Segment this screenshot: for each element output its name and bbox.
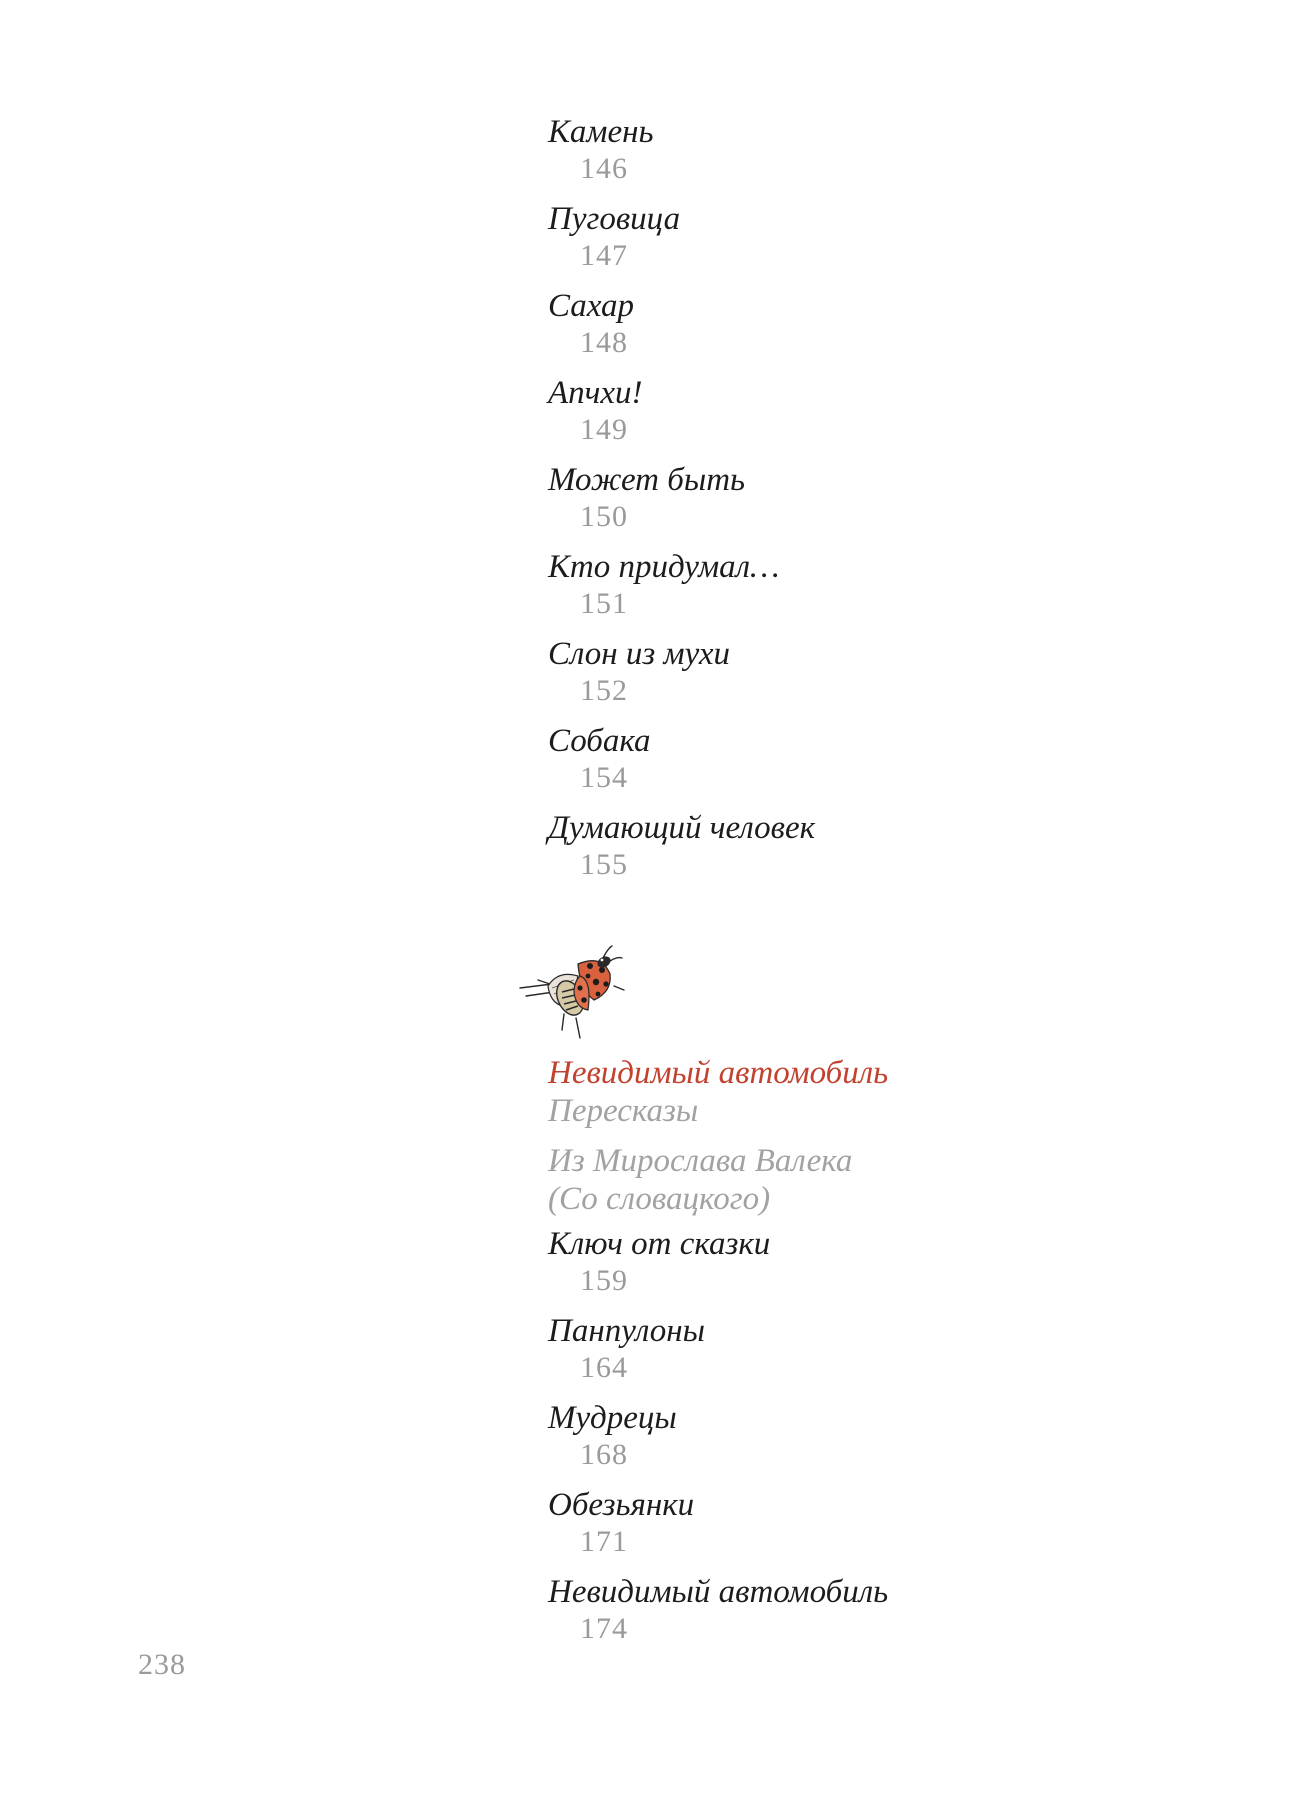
section-source: Из Мирослава Валека: [548, 1143, 853, 1179]
toc-entry-title: Апчхи!: [548, 375, 643, 411]
section-header: [548, 1054, 1148, 1218]
toc-list-bottom: [548, 1224, 1048, 1659]
toc-entry: [548, 112, 1048, 199]
toc-entry: [548, 286, 1048, 373]
toc-entry: [548, 1224, 1048, 1311]
section-subtitle: Пересказы: [548, 1093, 699, 1129]
toc-entry-page: 149: [580, 413, 628, 446]
ladybug-icon: [518, 940, 628, 1040]
page-number: 238: [138, 1648, 186, 1681]
toc-entry-page: 151: [580, 587, 628, 620]
toc-entry-page: 155: [580, 848, 628, 881]
toc-entry-page: 150: [580, 500, 628, 533]
section-title: Невидимый автомобиль: [548, 1055, 889, 1091]
toc-entry: [548, 808, 1048, 895]
toc-entry-title: Думающий человек: [548, 810, 816, 846]
toc-entry-title: Невидимый автомобиль: [548, 1574, 889, 1610]
toc-entry-page: 154: [580, 761, 628, 794]
toc-entry: [548, 1398, 1048, 1485]
toc-entry-page: 168: [580, 1438, 628, 1471]
toc-entry-title: Ключ от сказки: [548, 1226, 771, 1262]
section-source-note: (Со словацкого): [548, 1181, 771, 1217]
toc-entry-title: Сахар: [548, 288, 634, 324]
toc-entry-page: 159: [580, 1264, 628, 1297]
toc-list-top: [548, 112, 1048, 895]
toc-entry: [548, 1485, 1048, 1572]
toc-entry-title: Пуговица: [548, 201, 681, 237]
toc-entry: [548, 634, 1048, 721]
toc-entry-page: 152: [580, 674, 628, 707]
toc-entry-title: Может быть: [548, 462, 746, 498]
toc-entry: [548, 1572, 1048, 1659]
toc-entry-title: Обезьянки: [548, 1487, 695, 1523]
toc-entry-title: Панпулоны: [548, 1313, 705, 1349]
toc-entry-title: Мудрецы: [548, 1400, 677, 1436]
toc-entry: [548, 547, 1048, 634]
toc-entry: [548, 721, 1048, 808]
toc-entry: [548, 1311, 1048, 1398]
toc-entry-title: Слон из мухи: [548, 636, 730, 672]
toc-entry-page: 174: [580, 1612, 628, 1645]
toc-entry-page: 148: [580, 326, 628, 359]
toc-entry-page: 171: [580, 1525, 628, 1558]
toc-entry: [548, 460, 1048, 547]
toc-entry: [548, 373, 1048, 460]
toc-entry-page: 147: [580, 239, 628, 272]
toc-entry-page: 164: [580, 1351, 628, 1384]
toc-entry-title: Собака: [548, 723, 651, 759]
toc-entry-page: 146: [580, 152, 628, 185]
toc-entry-title: Камень: [548, 114, 654, 150]
toc-entry: [548, 199, 1048, 286]
toc-entry-title: Кто придумал…: [548, 549, 780, 585]
